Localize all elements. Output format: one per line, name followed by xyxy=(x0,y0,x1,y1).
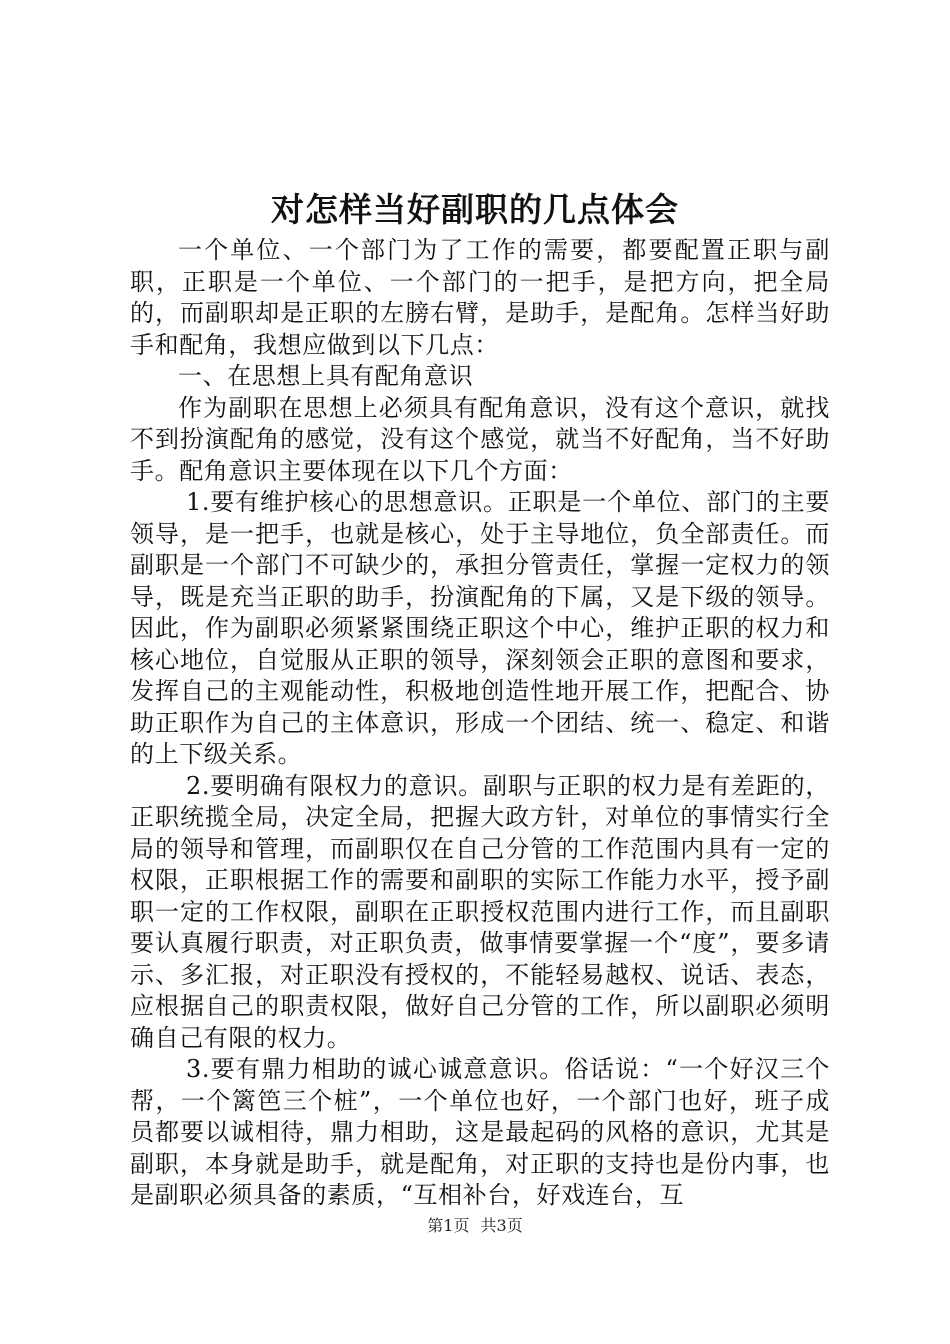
point-2-paragraph: 2.要明确有限权力的意识。副职与正职的权力是有差距的，正职统揽全局，决定全局，把握大政方针，对单位的事情实行全局的领导和管理，而副职仅在自己分管的工作范围内具有一定的权限，正职根据工作的需要和副职的实际工作能力水平，授予副职一定的工作权限，副职在正职授权范围内进行工作，而且副职要认真履行职责，对正职负责，做事情要掌握一个“度”，要多请示、多汇报，对正职没有授权的，不能轻易越权、说话、表态，应根据自己的职责权限，做好自己分管的工作，所以副职必须明确自己有限的权力。 xyxy=(130,771,830,1052)
point-3-paragraph: 3.要有鼎力相助的诚心诚意意识。俗话说：“一个好汉三个帮，一个篱笆三个桩”，一个单位也好，一个部门也好，班子成员都要以诚相待，鼎力相助，这是最起码的风格的意识，尤其是副职，本身就是助手，就是配角，对正职的支持也是份内事，也是副职必须具备的素质，“互相补台，好戏连台，互 xyxy=(130,1055,830,1209)
point-1-paragraph: 1.要有维护核心的思想意识。正职是一个单位、部门的主要领导，是一把手，也就是核心，处于主导地位，负全部责任。而副职是一个部门不可缺少的，承担分管责任，掌握一定权力的领导，既是充当正职的助手，扮演配角的下属，又是下级的领导。因此，作为副职必须紧紧围绕正职这个中心，维护正职的权力和核心地位，自觉服从正职的领导，深刻领会正职的意图和要求，发挥自己的主观能动性，积极地创造性地开展工作，把配合、协助正职作为自己的主体意识，形成一个团结、统一、稳定、和谐的上下级关系。 xyxy=(130,488,830,768)
page-total: 共3页 xyxy=(480,1216,523,1235)
document-body xyxy=(130,235,830,1212)
intro-paragraph: 一个单位、一个部门为了工作的需要，都要配置正职与副职，正职是一个单位、一个部门的一把手，是把方向，把全局的，而副职却是正职的左膀右臂，是助手，是配角。怎样当好助手和配角，我想应做到以下几点： xyxy=(130,236,830,359)
page-number: 第1页 xyxy=(427,1216,470,1235)
page-footer xyxy=(0,1215,950,1237)
section-1-paragraph: 作为副职在思想上必须具有配角意识，没有这个意识，就找不到扮演配角的感觉，没有这个感觉，就当不好配角，当不好助手。配角意识主要体现在以下几个方面： xyxy=(130,393,830,485)
section-heading-1: 一、在思想上具有配角意识 xyxy=(178,362,474,390)
document-title: 对怎样当好副职的几点体会 xyxy=(271,190,679,229)
